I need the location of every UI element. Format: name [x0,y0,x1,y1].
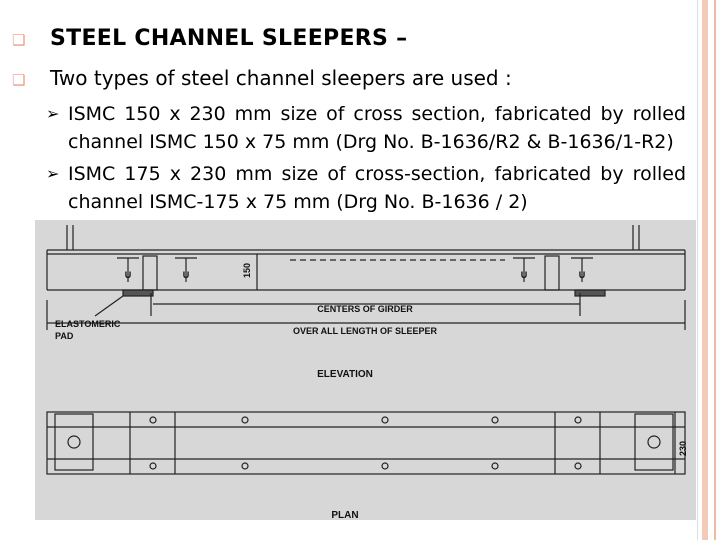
square-bullet-icon: ❏ [12,71,26,89]
elevation-label: ELEVATION [317,369,373,380]
pad-label: PAD [55,331,74,341]
sleeper-drawing [35,220,696,520]
dimension-230: 230 [678,440,688,456]
dimension-150: 150 [242,262,252,278]
square-bullet-icon: ❏ [12,31,26,49]
centers-of-girder-label: CENTERS OF GIRDER [317,304,413,314]
u-mark: U [578,270,586,280]
plan-outline [47,412,685,474]
decorative-border-faint [697,0,698,540]
intro-row [6,66,512,90]
list-item [46,160,686,216]
u-mark: U [124,270,132,280]
decorative-border-thin [714,0,716,540]
arrow-bullet-icon: ➢ [46,104,60,123]
slide-title: STEEL CHANNEL SLEEPERS – [50,26,408,51]
slide-title-row [6,26,407,51]
list-item-text: ISMC 175 x 230 mm size of cross-section, fabricated by rolled channel ISMC-175 x 75 mm (Drg No. B-1636 / 2) [68,163,686,213]
sleeper-drawing-svg [35,220,696,520]
list-item [46,100,686,156]
arrow-bullet-icon: ➢ [46,164,60,183]
plan-label: PLAN [331,510,359,520]
list-item-text: ISMC 150 x 230 mm size of cross section, fabricated by rolled channel ISMC 150 x 75 mm (Drg No. B-1636/R2 & B-1636/1-R2) [68,103,686,153]
decorative-border [702,0,708,540]
overall-length-label: OVER ALL LENGTH OF SLEEPER [292,326,438,336]
u-mark: U [520,270,528,280]
elastomeric-label: ELASTOMERIC [55,319,121,329]
intro-text: Two types of steel channel sleepers are used : [50,66,512,90]
u-mark: U [182,270,190,280]
